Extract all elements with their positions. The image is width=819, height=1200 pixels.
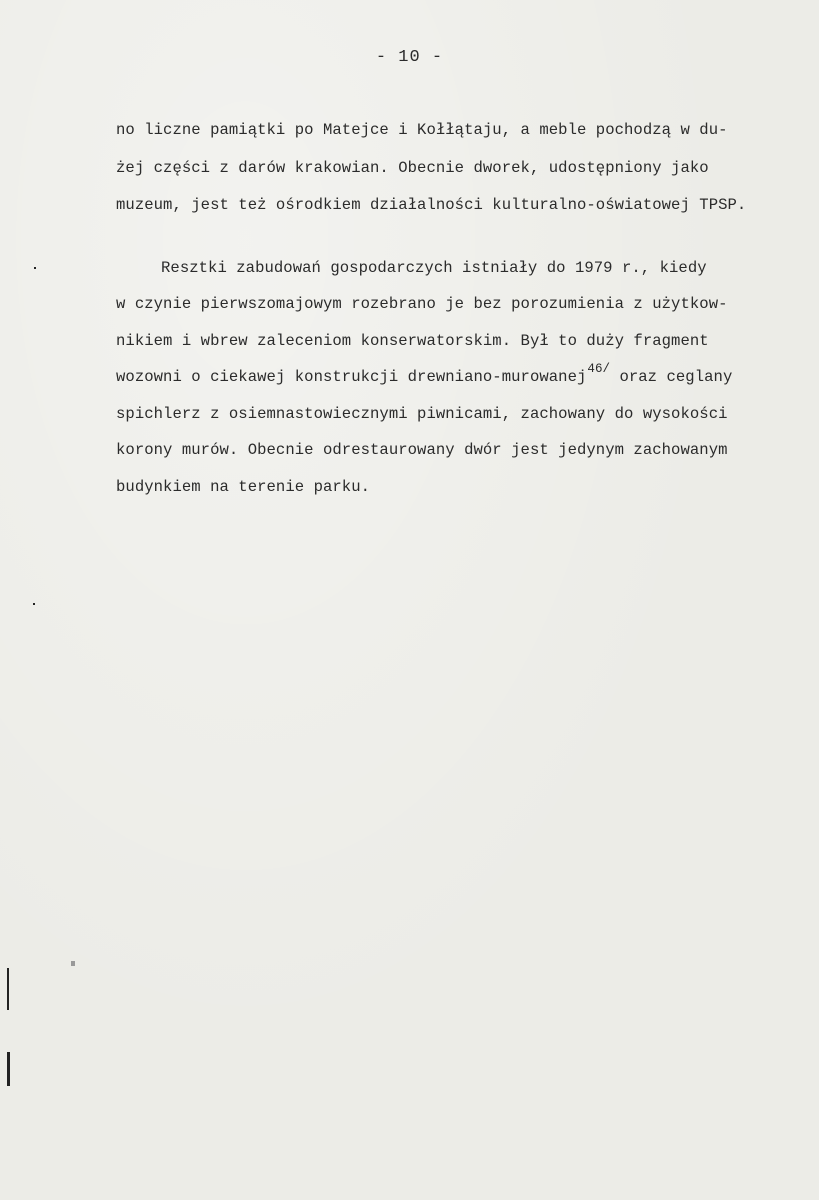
text-line: spichlerz z osiemnastowiecznymi piwnicami, zachowany do wysokości <box>116 405 728 423</box>
text-line: żej części z darów krakowian. Obecnie dworek, udostępniony jako <box>116 159 709 177</box>
text-line: muzeum, jest też ośrodkiem działalności kulturalno-oświatowej TPSP. <box>116 196 747 214</box>
page-number: - 10 - <box>375 48 444 67</box>
footnote-reference: 46/ <box>587 362 611 376</box>
text-line: no liczne pamiątki po Matejce i Kołłątaju, a meble pochodzą w du- <box>116 121 728 139</box>
text-line-part: wozowni o ciekawej konstrukcji drewniano-murowanej <box>116 368 587 386</box>
text-line: nikiem i wbrew zaleceniom konserwatorskim. Był to duży fragment <box>116 332 709 350</box>
scan-mark <box>7 968 9 1010</box>
text-line: budynkiem na terenie parku. <box>116 478 371 496</box>
scan-mark <box>34 267 36 269</box>
scan-mark <box>33 603 35 605</box>
text-line: korony murów. Obecnie odrestaurowany dwór jest jedynym zachowanym <box>116 441 728 459</box>
text-line-tail: oraz ceglany <box>610 368 733 386</box>
paragraph-start-line: Resztki zabudowań gospodarczych istniały do 1979 r., kiedy <box>161 259 707 277</box>
text-line-with-footnote <box>116 362 733 388</box>
scan-mark <box>71 961 75 966</box>
text-line: w czynie pierwszomajowym rozebrano je bez porozumienia z użytkow- <box>116 295 728 313</box>
scan-mark <box>7 1052 10 1086</box>
